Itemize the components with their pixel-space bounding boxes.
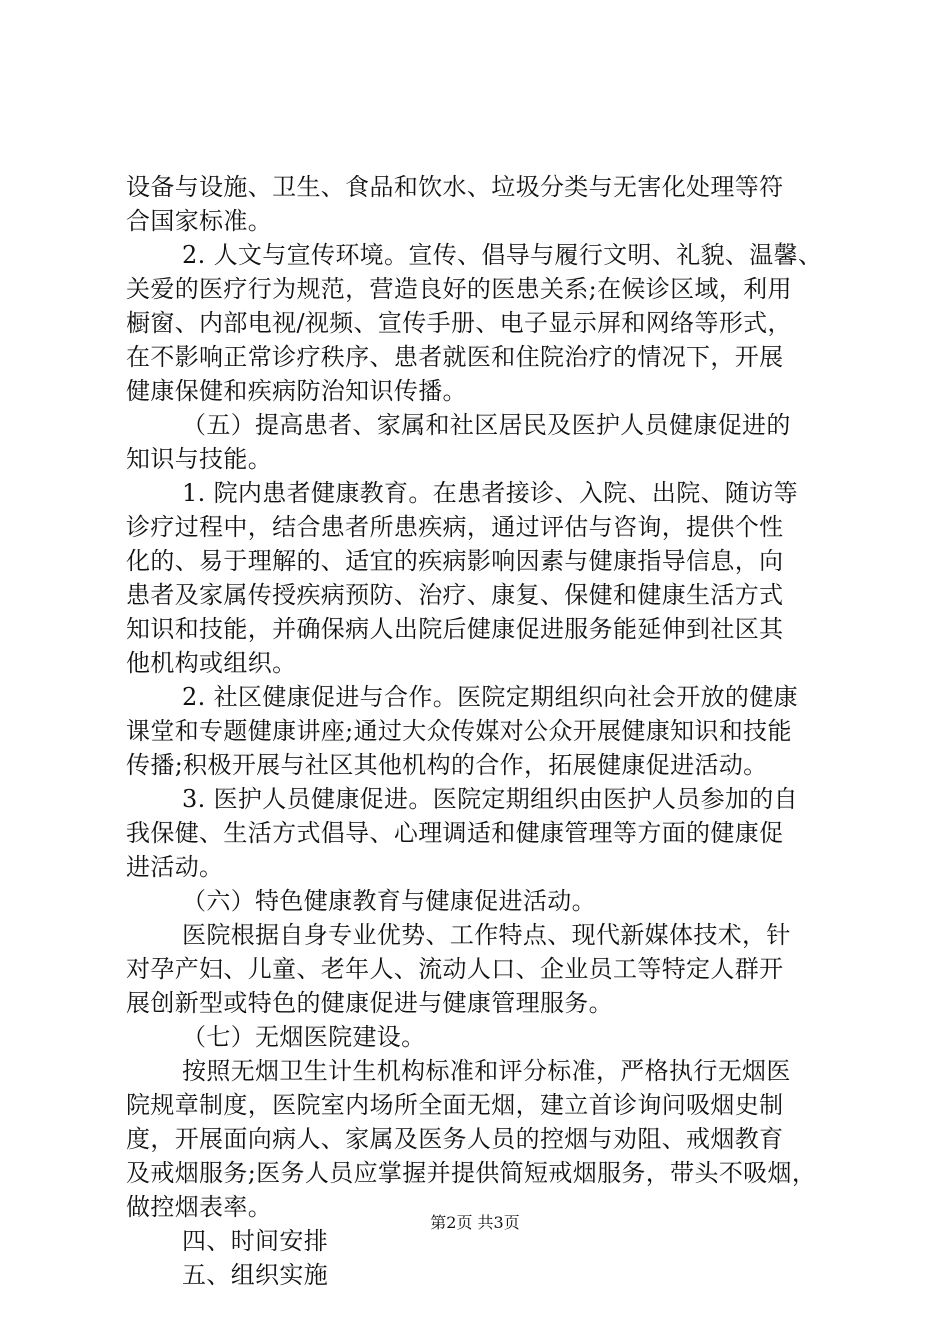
document-body [126, 170, 831, 1292]
page-number-footer: 第2页 共3页 [430, 1213, 520, 1232]
text-line: 进活动。 [126, 853, 224, 881]
text-line: 我保健、生活方式倡导、心理调适和健康管理等方面的健康促 [126, 819, 784, 847]
text-line: 院规章制度，医院室内场所全面无烟，建立首诊询问吸烟史制 [126, 1091, 784, 1119]
text-line: 患者及家属传授疾病预防、治疗、康复、保健和健康生活方式 [126, 581, 784, 609]
text-line: 知识和技能，并确保病人出院后健康促进服务能延伸到社区其 [126, 615, 784, 643]
text-line: 关爱的医疗行为规范，营造良好的医患关系;在候诊区域，利用 [126, 275, 792, 303]
text-line: 2. 人文与宣传环境。宣传、倡导与履行文明、礼貌、温馨、 [182, 241, 823, 269]
text-line: 诊疗过程中，结合患者所患疾病，通过评估与咨询，提供个性 [126, 513, 784, 541]
text-line: 医院根据自身专业优势、工作特点、现代新媒体技术，针 [182, 921, 791, 949]
text-line: 1. 院内患者健康教育。在患者接诊、入院、出院、随访等 [182, 479, 798, 507]
text-line: 传播;积极开展与社区其他机构的合作，拓展健康促进活动。 [126, 751, 768, 779]
text-line: 按照无烟卫生计生机构标准和评分标准，严格执行无烟医 [182, 1057, 791, 1085]
section-heading: 四、时间安排 [182, 1227, 329, 1255]
text-line: 及戒烟服务;医务人员应掌握并提供简短戒烟服务，带头不吸烟， [126, 1159, 817, 1187]
text-line: 对孕产妇、儿童、老年人、流动人口、企业员工等特定人群开 [126, 955, 784, 983]
section-heading: （六）特色健康教育与健康促进活动。 [182, 887, 596, 915]
text-line: 课堂和专题健康讲座;通过大众传媒对公众开展健康知识和技能 [126, 717, 792, 745]
text-line: 合国家标准。 [126, 207, 273, 235]
text-line: 设备与设施、卫生、食品和饮水、垃圾分类与无害化处理等符 [126, 173, 784, 201]
text-line: 知识与技能。 [126, 445, 273, 473]
text-line: 度，开展面向病人、家属及医务人员的控烟与劝阻、戒烟教育 [126, 1125, 784, 1153]
text-line: 橱窗、内部电视/视频、宣传手册、电子显示屏和网络等形式， [126, 309, 792, 337]
text-line: 2. 社区健康促进与合作。医院定期组织向社会开放的健康 [182, 683, 798, 711]
text-line: 3. 医护人员健康促进。医院定期组织由医护人员参加的自 [182, 785, 798, 813]
section-heading: （五）提高患者、家属和社区居民及医护人员健康促进的 [182, 411, 791, 439]
text-line: 健康保健和疾病防治知识传播。 [126, 377, 467, 405]
text-line: 他机构或组织。 [126, 649, 297, 677]
text-line: 做控烟表率。 [126, 1193, 273, 1221]
text-line: 化的、易于理解的、适宜的疾病影响因素与健康指导信息，向 [126, 547, 784, 575]
section-heading: 五、组织实施 [182, 1261, 329, 1289]
text-line: 展创新型或特色的健康促进与健康管理服务。 [126, 989, 613, 1017]
text-line: 在不影响正常诊疗秩序、患者就医和住院治疗的情况下，开展 [126, 343, 784, 371]
section-heading: （七）无烟医院建设。 [182, 1023, 426, 1051]
